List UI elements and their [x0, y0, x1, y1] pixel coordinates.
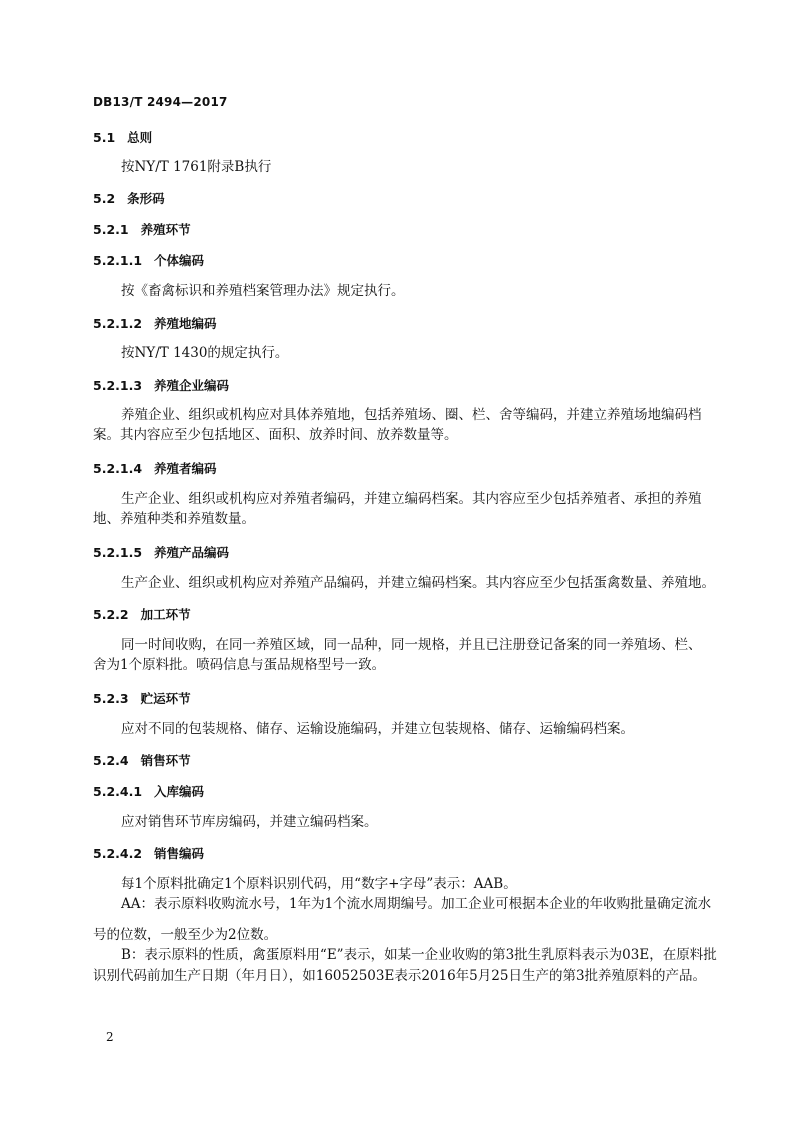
paragraph-line: 号的位数，一般至少为2位数。: [93, 927, 278, 943]
section-number: 5.1: [93, 130, 116, 145]
section-heading: [93, 543, 229, 563]
paragraph-line: B：表示原料的性质，禽蛋原料用“E”表示，如某一企业收购的第3批生乳原料表示为03E，在原料批: [121, 947, 717, 963]
paragraph-line: 生产企业、组织或机构应对养殖者编码，并建立编码档案。其内容应至少包括养殖者、承担的养殖: [121, 491, 702, 507]
section-title: 养殖企业编码: [154, 378, 230, 393]
section-heading: [93, 314, 217, 334]
section-number: 5.2: [93, 191, 116, 206]
section-heading: [93, 844, 204, 864]
page-number: 2: [106, 1030, 114, 1044]
section-heading: [93, 751, 191, 771]
section-title: 销售环节: [140, 753, 191, 768]
paragraph-line: 按NY/T 1761附录B执行: [121, 159, 272, 175]
section-heading: [93, 376, 229, 396]
section-heading: [93, 782, 204, 802]
section-title: 养殖者编码: [154, 461, 217, 476]
section-heading: [93, 128, 152, 148]
paragraph-line: 地、养殖种类和养殖数量。: [93, 511, 255, 527]
section-title: 条形码: [127, 191, 165, 206]
section-number: 5.2.4.1: [93, 784, 143, 799]
section-number: 5.2.2: [93, 607, 129, 622]
section-title: 养殖环节: [140, 222, 191, 237]
section-heading: [93, 220, 191, 240]
section-title: 加工环节: [140, 607, 191, 622]
paragraph-line: 按NY/T 1430的规定执行。: [121, 345, 289, 361]
section-title: 个体编码: [154, 253, 205, 268]
section-title: 养殖地编码: [154, 316, 217, 331]
paragraph-line: 生产企业、组织或机构应对养殖产品编码，并建立编码档案。其内容应至少包括蛋禽数量、养殖地。: [121, 575, 715, 591]
paragraph-line: 同一时间收购，在同一养殖区域，同一品种，同一规格，并且已注册登记备案的同一养殖场、栏、: [121, 637, 702, 653]
paragraph-line: AA：表示原料收购流水号，1年为1个流水周期编号。加工企业可根据本企业的年收购批量确定流水: [121, 896, 712, 912]
paragraph-line: 按《畜禽标识和养殖档案管理办法》规定执行。: [121, 283, 405, 299]
section-number: 5.2.1: [93, 222, 129, 237]
paragraph-line: 舍为1个原料批。喷码信息与蛋品规格型号一致。: [93, 657, 386, 673]
document-id-header: DB13/T 2494—2017: [93, 95, 228, 109]
section-title: 贮运环节: [140, 691, 191, 706]
paragraph-line: 识别代码前加生产日期（年月日），如16052503E表示2016年5月25日生产的第3批养殖原料的产品。: [93, 968, 707, 984]
section-heading: [93, 251, 204, 271]
section-number: 5.2.4.2: [93, 846, 143, 861]
section-heading: [93, 689, 191, 709]
section-number: 5.2.4: [93, 753, 129, 768]
section-heading: [93, 605, 191, 625]
section-number: 5.2.1.4: [93, 461, 143, 476]
section-title: 入库编码: [154, 784, 205, 799]
section-number: 5.2.1.5: [93, 545, 143, 560]
section-title: 总则: [127, 130, 153, 145]
paragraph-line: 养殖企业、组织或机构应对具体养殖地，包括养殖场、圈、栏、舍等编码，并建立养殖场地编码档: [121, 407, 702, 423]
section-title: 销售编码: [154, 846, 205, 861]
paragraph-line: 应对销售环节库房编码，并建立编码档案。: [121, 814, 378, 830]
section-number: 5.2.1.3: [93, 378, 143, 393]
paragraph-line: 案。其内容应至少包括地区、面积、放养时间、放养数量等。: [93, 427, 458, 443]
section-heading: [93, 459, 217, 479]
section-number: 5.2.1.1: [93, 253, 143, 268]
section-number: 5.2.3: [93, 691, 129, 706]
section-number: 5.2.1.2: [93, 316, 143, 331]
section-title: 养殖产品编码: [154, 545, 230, 560]
paragraph-line: 应对不同的包装规格、储存、运输设施编码，并建立包装规格、储存、运输编码档案。: [121, 721, 634, 737]
paragraph-line: 每1个原料批确定1个原料识别代码，用“数字+字母”表示：AAB。: [121, 876, 517, 892]
section-heading: [93, 189, 165, 209]
